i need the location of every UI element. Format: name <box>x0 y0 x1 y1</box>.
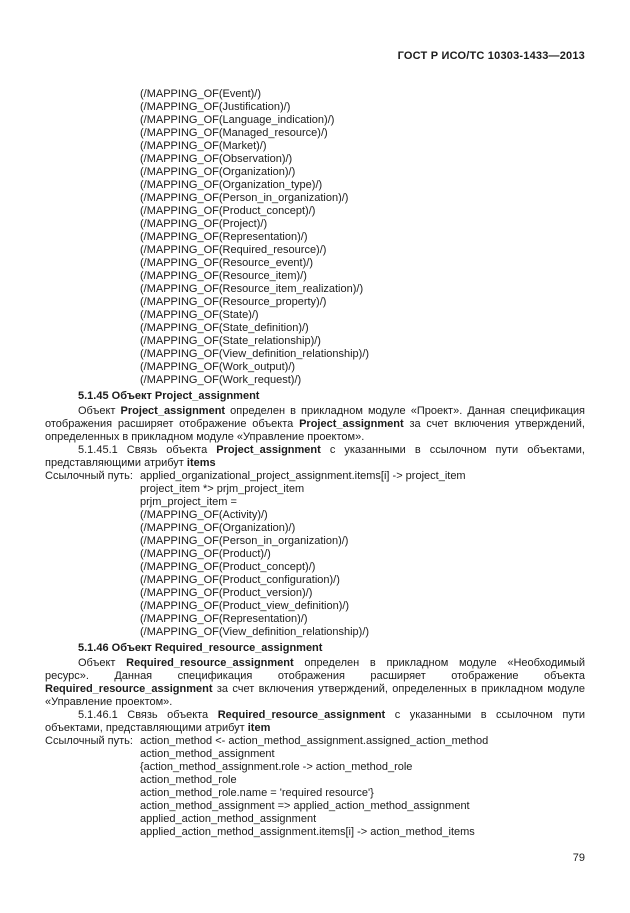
code-line: (/MAPPING_OF(Product_concept)/) <box>140 561 316 573</box>
ref-path-block-45 <box>45 470 585 639</box>
text-run: с указанными в ссылочном пути объектами, представляющими атрибут <box>45 709 585 734</box>
text-run: определен в прикладном модуле «Необходимый ресурс». Данная спецификация отображения расширяет отображение объекта <box>45 657 585 682</box>
code-line: (/MAPPING_OF(Work_request)/) <box>140 374 302 386</box>
section-5-1-46-1-subheading <box>45 709 585 735</box>
text-run: определен в прикладном модуле «Проект». Данная спецификация отображения расширяет отображение объекта <box>45 405 585 430</box>
code-line: (/MAPPING_OF(Observation)/) <box>140 153 293 165</box>
code-line: (/MAPPING_OF(Representation)/) <box>140 613 308 625</box>
text-run: за счет включения утверждений, определенных в прикладном модуле «Управление проектом». <box>45 683 585 708</box>
code-line: (/MAPPING_OF(Resource_event)/) <box>140 257 313 269</box>
document-content <box>45 88 585 839</box>
emphasis-text: Project_assignment <box>299 418 404 430</box>
code-line: (/MAPPING_OF(Event)/) <box>140 88 262 100</box>
code-line: (/MAPPING_OF(Activity)/) <box>140 509 268 521</box>
code-line: (/MAPPING_OF(View_definition_relationship)/) <box>140 348 370 360</box>
text-run: с указанными в ссылочном пути объектами, представляющими атрибут <box>45 444 585 469</box>
code-line: action_method_role.name = 'required resource'} <box>140 787 374 799</box>
code-line: (/MAPPING_OF(Resource_property)/) <box>140 296 327 308</box>
text-run: 5.1.45.1 Связь объекта <box>78 444 217 456</box>
code-line: (/MAPPING_OF(Work_output)/) <box>140 361 296 373</box>
code-line: (/MAPPING_OF(State_definition)/) <box>140 322 309 334</box>
code-line: (/MAPPING_OF(Resource_item_realization)/) <box>140 283 364 295</box>
section-5-1-45-paragraph <box>45 405 585 444</box>
code-line: (/MAPPING_OF(Person_in_organization)/) <box>140 535 349 547</box>
code-line: action_method_role <box>140 774 237 786</box>
code-line: action_method <- action_method_assignment.assigned_action_method <box>140 735 489 747</box>
code-line: (/MAPPING_OF(Project)/) <box>140 218 268 230</box>
section-5-1-45-1-subheading <box>45 444 585 470</box>
code-line: (/MAPPING_OF(View_definition_relationship)/) <box>140 626 370 638</box>
code-line: (/MAPPING_OF(Market)/) <box>140 140 267 152</box>
code-line: action_method_assignment <box>140 748 275 760</box>
code-line: applied_organizational_project_assignment.items[i] -> project_item <box>140 470 466 482</box>
code-line: applied_action_method_assignment.items[i] -> action_method_items <box>140 826 475 838</box>
emphasis-text: Required_resource_assignment <box>217 709 386 721</box>
code-line: applied_action_method_assignment <box>140 813 317 825</box>
ref-path-label: Ссылочный путь: <box>45 735 133 747</box>
ref-path-lines-45 <box>140 470 585 639</box>
text-run: Объект <box>78 657 127 669</box>
emphasis-text: Required_resource_assignment <box>45 683 213 695</box>
code-line: (/MAPPING_OF(Language_indication)/) <box>140 114 335 126</box>
document-header-title: ГОСТ Р ИСО/ТС 10303-1433—2013 <box>397 50 585 62</box>
emphasis-text: items <box>186 457 216 469</box>
emphasis-text: item <box>247 722 271 734</box>
code-line: (/MAPPING_OF(Product_configuration)/) <box>140 574 340 586</box>
code-line: (/MAPPING_OF(Person_in_organization)/) <box>140 192 349 204</box>
code-line: (/MAPPING_OF(State_relationship)/) <box>140 335 321 347</box>
code-line: (/MAPPING_OF(Product_concept)/) <box>140 205 316 217</box>
emphasis-text: Required_resource_assignment <box>126 657 294 669</box>
text-run: Объект <box>78 405 121 417</box>
code-line: action_method_assignment => applied_action_method_assignment <box>140 800 470 812</box>
code-line: (/MAPPING_OF(Product_version)/) <box>140 587 313 599</box>
code-line: (/MAPPING_OF(Organization)/) <box>140 522 296 534</box>
code-line: (/MAPPING_OF(Organization)/) <box>140 166 296 178</box>
text-run: 5.1.46.1 Связь объекта <box>78 709 218 721</box>
ref-path-lines-46 <box>140 735 585 839</box>
section-5-1-46-heading: 5.1.46 Объект Required_resource_assignment <box>78 642 323 654</box>
ref-path-label: Ссылочный путь: <box>45 470 133 482</box>
emphasis-text: Project_assignment <box>216 444 321 456</box>
code-line: (/MAPPING_OF(Resource_item)/) <box>140 270 307 282</box>
code-line: (/MAPPING_OF(Managed_resource)/) <box>140 127 328 139</box>
code-line: {action_method_assignment.role -> action_method_role <box>140 761 413 773</box>
ref-path-block-46 <box>45 735 585 839</box>
code-line: (/MAPPING_OF(State)/) <box>140 309 259 321</box>
mapping-list-continued <box>140 88 585 387</box>
text-run: за счет включения утверждений, определенных в прикладном модуле «Управление проектом». <box>45 418 585 443</box>
code-line: prjm_project_item = <box>140 496 237 508</box>
code-line: project_item *> prjm_project_item <box>140 483 305 495</box>
code-line: (/MAPPING_OF(Required_resource)/) <box>140 244 327 256</box>
section-5-1-46-paragraph <box>45 657 585 709</box>
page-number: 79 <box>572 852 585 864</box>
emphasis-text: Project_assignment <box>120 405 226 417</box>
code-line: (/MAPPING_OF(Product)/) <box>140 548 271 560</box>
section-5-1-45-heading: 5.1.45 Объект Project_assignment <box>78 390 260 402</box>
code-line: (/MAPPING_OF(Organization_type)/) <box>140 179 323 191</box>
code-line: (/MAPPING_OF(Product_view_definition)/) <box>140 600 350 612</box>
code-line: (/MAPPING_OF(Justification)/) <box>140 101 291 113</box>
code-line: (/MAPPING_OF(Representation)/) <box>140 231 308 243</box>
